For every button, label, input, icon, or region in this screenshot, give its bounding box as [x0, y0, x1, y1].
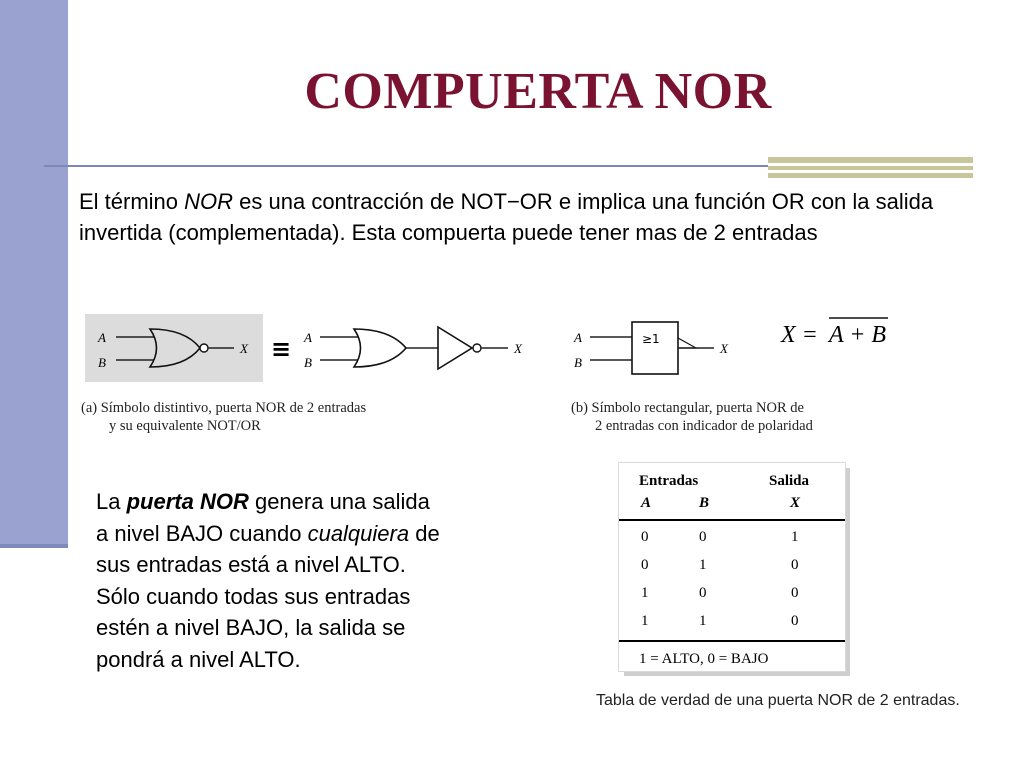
truth-table-inputs-header: Entradas: [639, 473, 699, 489]
nor-gate-rectangular-symbol: [573, 322, 729, 374]
table-row: [619, 613, 845, 641]
truth-table-footer-rule: [619, 640, 845, 642]
caption-line: (a) Símbolo distintivo, puerta NOR de 2 entradas: [81, 400, 367, 416]
caption-distinctive-symbol: [81, 399, 366, 435]
truth-table: [618, 462, 846, 672]
truth-table-cell: 1: [699, 613, 707, 629]
caption-line: (b) Símbolo rectangular, puerta NOR de: [571, 400, 804, 416]
side-accent-bar-shadow: [0, 544, 68, 548]
intro-paragraph: [79, 186, 984, 248]
input-label-a: A: [98, 330, 106, 345]
truth-table-cell: 1: [641, 613, 649, 629]
nor-gate-distinctive-symbol: [85, 314, 263, 382]
table-row: [619, 557, 845, 585]
formula-expression: A + B: [829, 322, 887, 348]
truth-table-cell: 1: [641, 585, 649, 601]
truth-table-col-x: X: [790, 495, 801, 511]
truth-table-col-a: A: [641, 495, 652, 511]
input-label-b: B: [304, 355, 312, 370]
caption-rectangular-symbol: [571, 399, 813, 435]
truth-table-cell: 0: [791, 557, 799, 573]
caption-line: 2 entradas con indicador de polaridad: [595, 418, 813, 434]
slide-title: COMPUERTA NOR: [304, 63, 772, 120]
caption-line: y su equivalente NOT/OR: [109, 418, 261, 434]
intro-nor-term: NOR: [184, 189, 234, 214]
truth-table-cell: 0: [699, 585, 707, 601]
or-plus-not-equivalent-symbol: [303, 327, 523, 370]
truth-table-col-b: B: [699, 495, 710, 511]
title-divider: [44, 165, 768, 167]
divider-accent: [768, 157, 973, 163]
input-label-b: B: [98, 355, 106, 370]
or-qualifier-symbol: ≥1: [642, 332, 660, 346]
description-emphasis: puerta NOR: [126, 489, 249, 514]
table-row: [619, 585, 845, 613]
truth-table-cell: 0: [791, 613, 799, 629]
gate-symbols-figure: [0, 300, 1024, 400]
input-label-a: A: [574, 330, 582, 345]
description-text: de sus entradas está a nivel ALTO. Sólo cuando todas sus entradas estén a nivel BAJO, la salida se pondrá a nivel ALTO.: [96, 520, 440, 672]
truth-table-cell: 0: [791, 585, 799, 601]
description-text: genera una salida a nivel BAJO cuando: [96, 489, 430, 546]
truth-table-cell: 0: [641, 529, 649, 545]
truth-table-cell: 1: [699, 557, 707, 573]
description-emphasis: cualquiera: [307, 520, 410, 546]
input-label-a: A: [304, 330, 312, 345]
description-text: La: [96, 489, 127, 514]
description-paragraph: [96, 486, 441, 675]
output-label-x: X: [720, 341, 728, 356]
nor-boolean-formula: [780, 318, 888, 348]
equivalence-sign: ≡: [271, 335, 292, 363]
output-label-x: X: [240, 341, 248, 356]
truth-table-caption: Tabla de verdad de una puerta NOR de 2 entradas.: [596, 692, 960, 709]
intro-text: es una contracción de NOT−OR e implica una función OR con la salida invertida (complementada). Esta compuerta puede tener mas de 2 entradas: [79, 189, 934, 245]
truth-table-output-header: Salida: [769, 473, 810, 489]
divider-accent: [768, 173, 973, 178]
table-row: [619, 529, 845, 557]
formula-output: X =: [781, 322, 818, 348]
intro-text: El término: [79, 189, 185, 214]
truth-table-cell: 1: [791, 529, 799, 545]
input-label-b: B: [574, 355, 582, 370]
truth-table-footnote: 1 = ALTO, 0 = BAJO: [639, 651, 769, 667]
truth-table-cell: 0: [699, 529, 707, 545]
truth-table-cell: 0: [641, 557, 649, 573]
divider-accent: [768, 166, 973, 170]
output-label-x: X: [514, 341, 522, 356]
truth-table-header-rule: [619, 519, 845, 521]
